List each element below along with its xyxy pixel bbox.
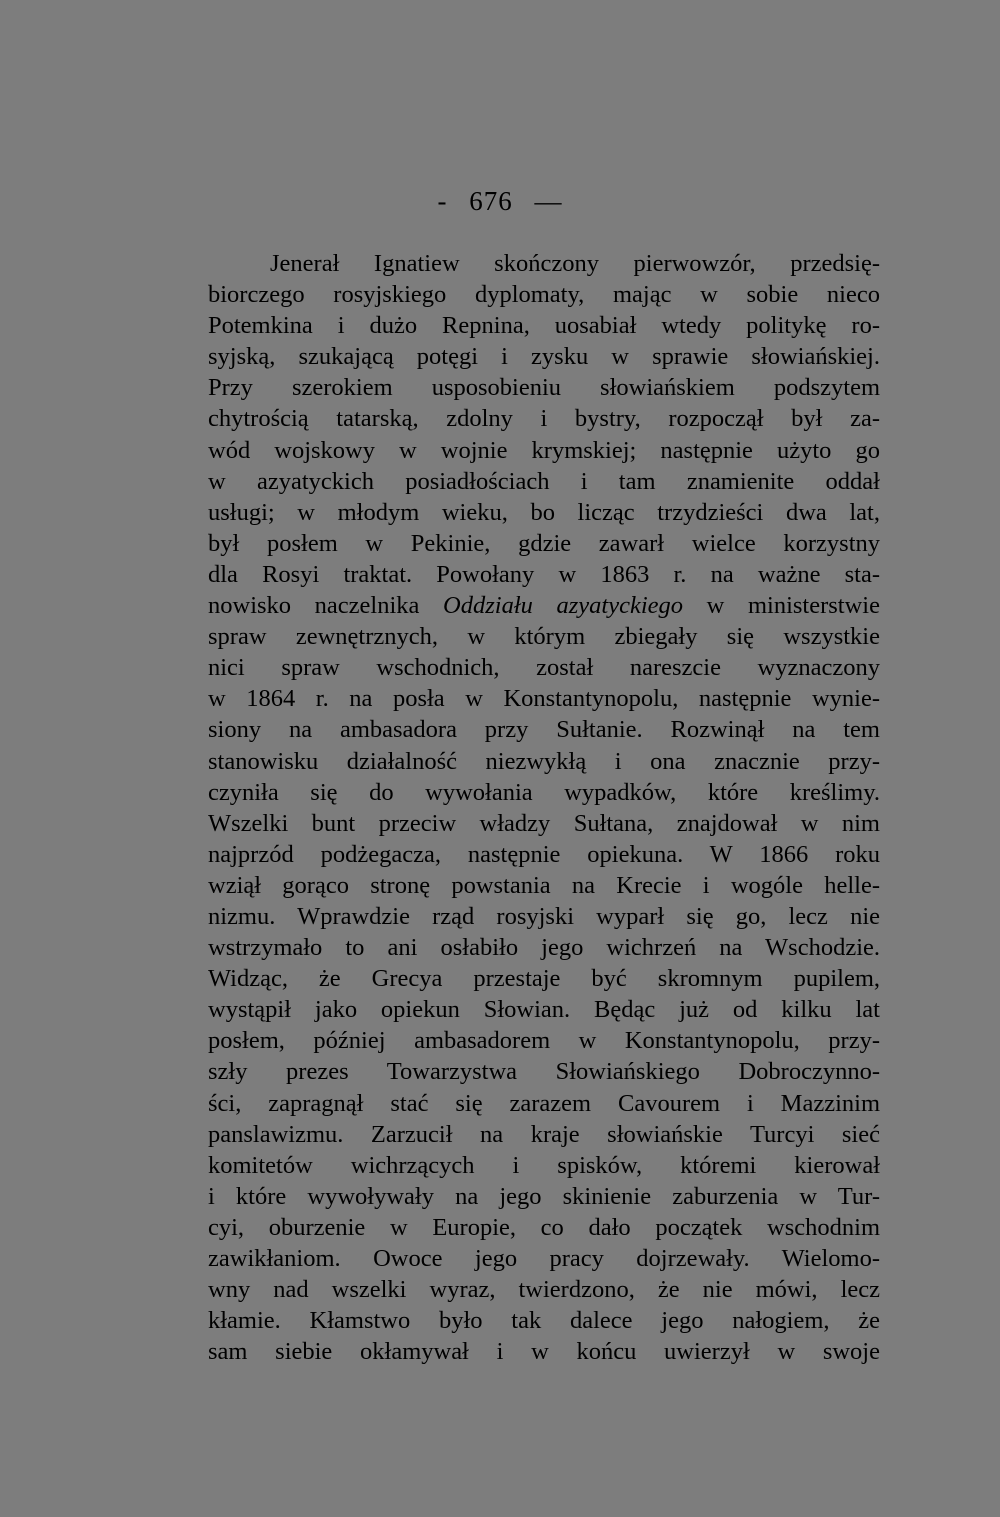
text-line: Przy szerokiem usposobieniu słowiańskiem podszytem: [208, 374, 880, 402]
text-line: Jenerał Ignatiew skończony pierwowzór, przedsię-: [270, 250, 880, 277]
text-line: wny nad wszelki wyraz, twierdzono, że nie mówi, lecz: [208, 1276, 880, 1304]
text-line: chytrością tatarską, zdolny i bystry, rozpoczął był za-: [208, 405, 880, 433]
text-line: wystąpił jako opiekun Słowian. Będąc już od kilku lat: [208, 996, 880, 1024]
text-line: był posłem w Pekinie, gdzie zawarł wielce korzystny: [208, 529, 880, 557]
text-line: kłamie. Kłamstwo było tak dalece jego nałogiem, że: [208, 1307, 880, 1335]
text-line: wód wojskowy w wojnie krymskiej; następnie użyto go: [208, 436, 880, 464]
text-line: Widząc, że Grecya przestaje być skromnym pupilem,: [208, 965, 880, 993]
text-line: posłem, później ambasadorem w Konstantynopolu, przy-: [208, 1027, 880, 1055]
text-line: najprzód podżegacza, następnie opiekuna. W 1866 roku: [208, 840, 880, 868]
text-line: Wszelki bunt przeciw władzy Sułtana, znajdował w nim: [208, 809, 880, 837]
text-line: w 1864 r. na posła w Konstantynopolu, następnie wynie-: [208, 685, 880, 713]
text-line: nici spraw wschodnich, został nareszcie wyznaczony: [208, 654, 880, 682]
text-line: ści, zapragnął stać się zarazem Cavourem i Mazzinim: [208, 1089, 880, 1117]
text-line: sam siebie okłamywał i w końcu uwierzył w swoje: [208, 1338, 880, 1366]
text-line: wziął gorąco stronę powstania na Krecie i wogóle helle-: [208, 871, 880, 899]
page-header: [0, 186, 1000, 217]
italic-phrase: Oddziału azyatyckiego: [443, 592, 684, 620]
text-line: czyniła się do wywołania wypadków, które kreślimy.: [208, 778, 880, 806]
text-line: spraw zewnętrznych, w którym zbiegały się wszystkie: [208, 623, 880, 651]
page-number: 676: [469, 186, 513, 216]
page-number-prefix: -: [437, 186, 448, 216]
text-line: stanowisku działalność niezwykłą i ona znacznie przy-: [208, 747, 880, 775]
text-line: siony na ambasadora przy Sułtanie. Rozwinął na tem: [208, 716, 880, 744]
text-line: dla Rosyi traktat. Powołany w 1863 r. na ważne sta-: [208, 560, 880, 588]
text-line: szły prezes Towarzystwa Słowiańskiego Dobroczynno-: [208, 1058, 880, 1086]
text-line: Potemkina i dużo Repnina, uosabiał wtedy politykę ro-: [208, 312, 880, 340]
text-line: wstrzymało to ani osłabiło jego wichrzeń na Wschodzie.: [208, 934, 880, 962]
text-line: nizmu. Wprawdzie rząd rosyjski wyparł się go, lecz nie: [208, 902, 880, 930]
text-line: cyi, oburzenie w Europie, co dało początek wschodnim: [208, 1213, 880, 1241]
text-line: biorczego rosyjskiego dyplomaty, mając w sobie nieco: [208, 281, 880, 309]
text-line: zawikłaniom. Owoce jego pracy dojrzewały. Wielomo-: [208, 1245, 880, 1272]
text-line: panslawizmu. Zarzucił na kraje słowiańskie Turcyi sieć: [208, 1120, 880, 1148]
text-line: i które wywoływały na jego skinienie zaburzenia w Tur-: [208, 1182, 880, 1210]
text-line: usługi; w młodym wieku, bo licząc trzydzieści dwa lat,: [208, 498, 880, 526]
page-number-suffix: —: [534, 186, 563, 216]
text-line: komitetów wichrzących i spisków, któremi kierował: [208, 1151, 880, 1179]
text-line-with-italic: nowisko naczelnika Oddziału azyatyckiego w ministerstwie: [208, 592, 880, 620]
body-paragraph: [208, 248, 880, 1367]
text-line: syjską, szukającą potęgi i zysku w sprawie słowiańskiej.: [208, 343, 880, 371]
text-line: w azyatyckich posiadłościach i tam znamienite oddał: [208, 467, 880, 495]
